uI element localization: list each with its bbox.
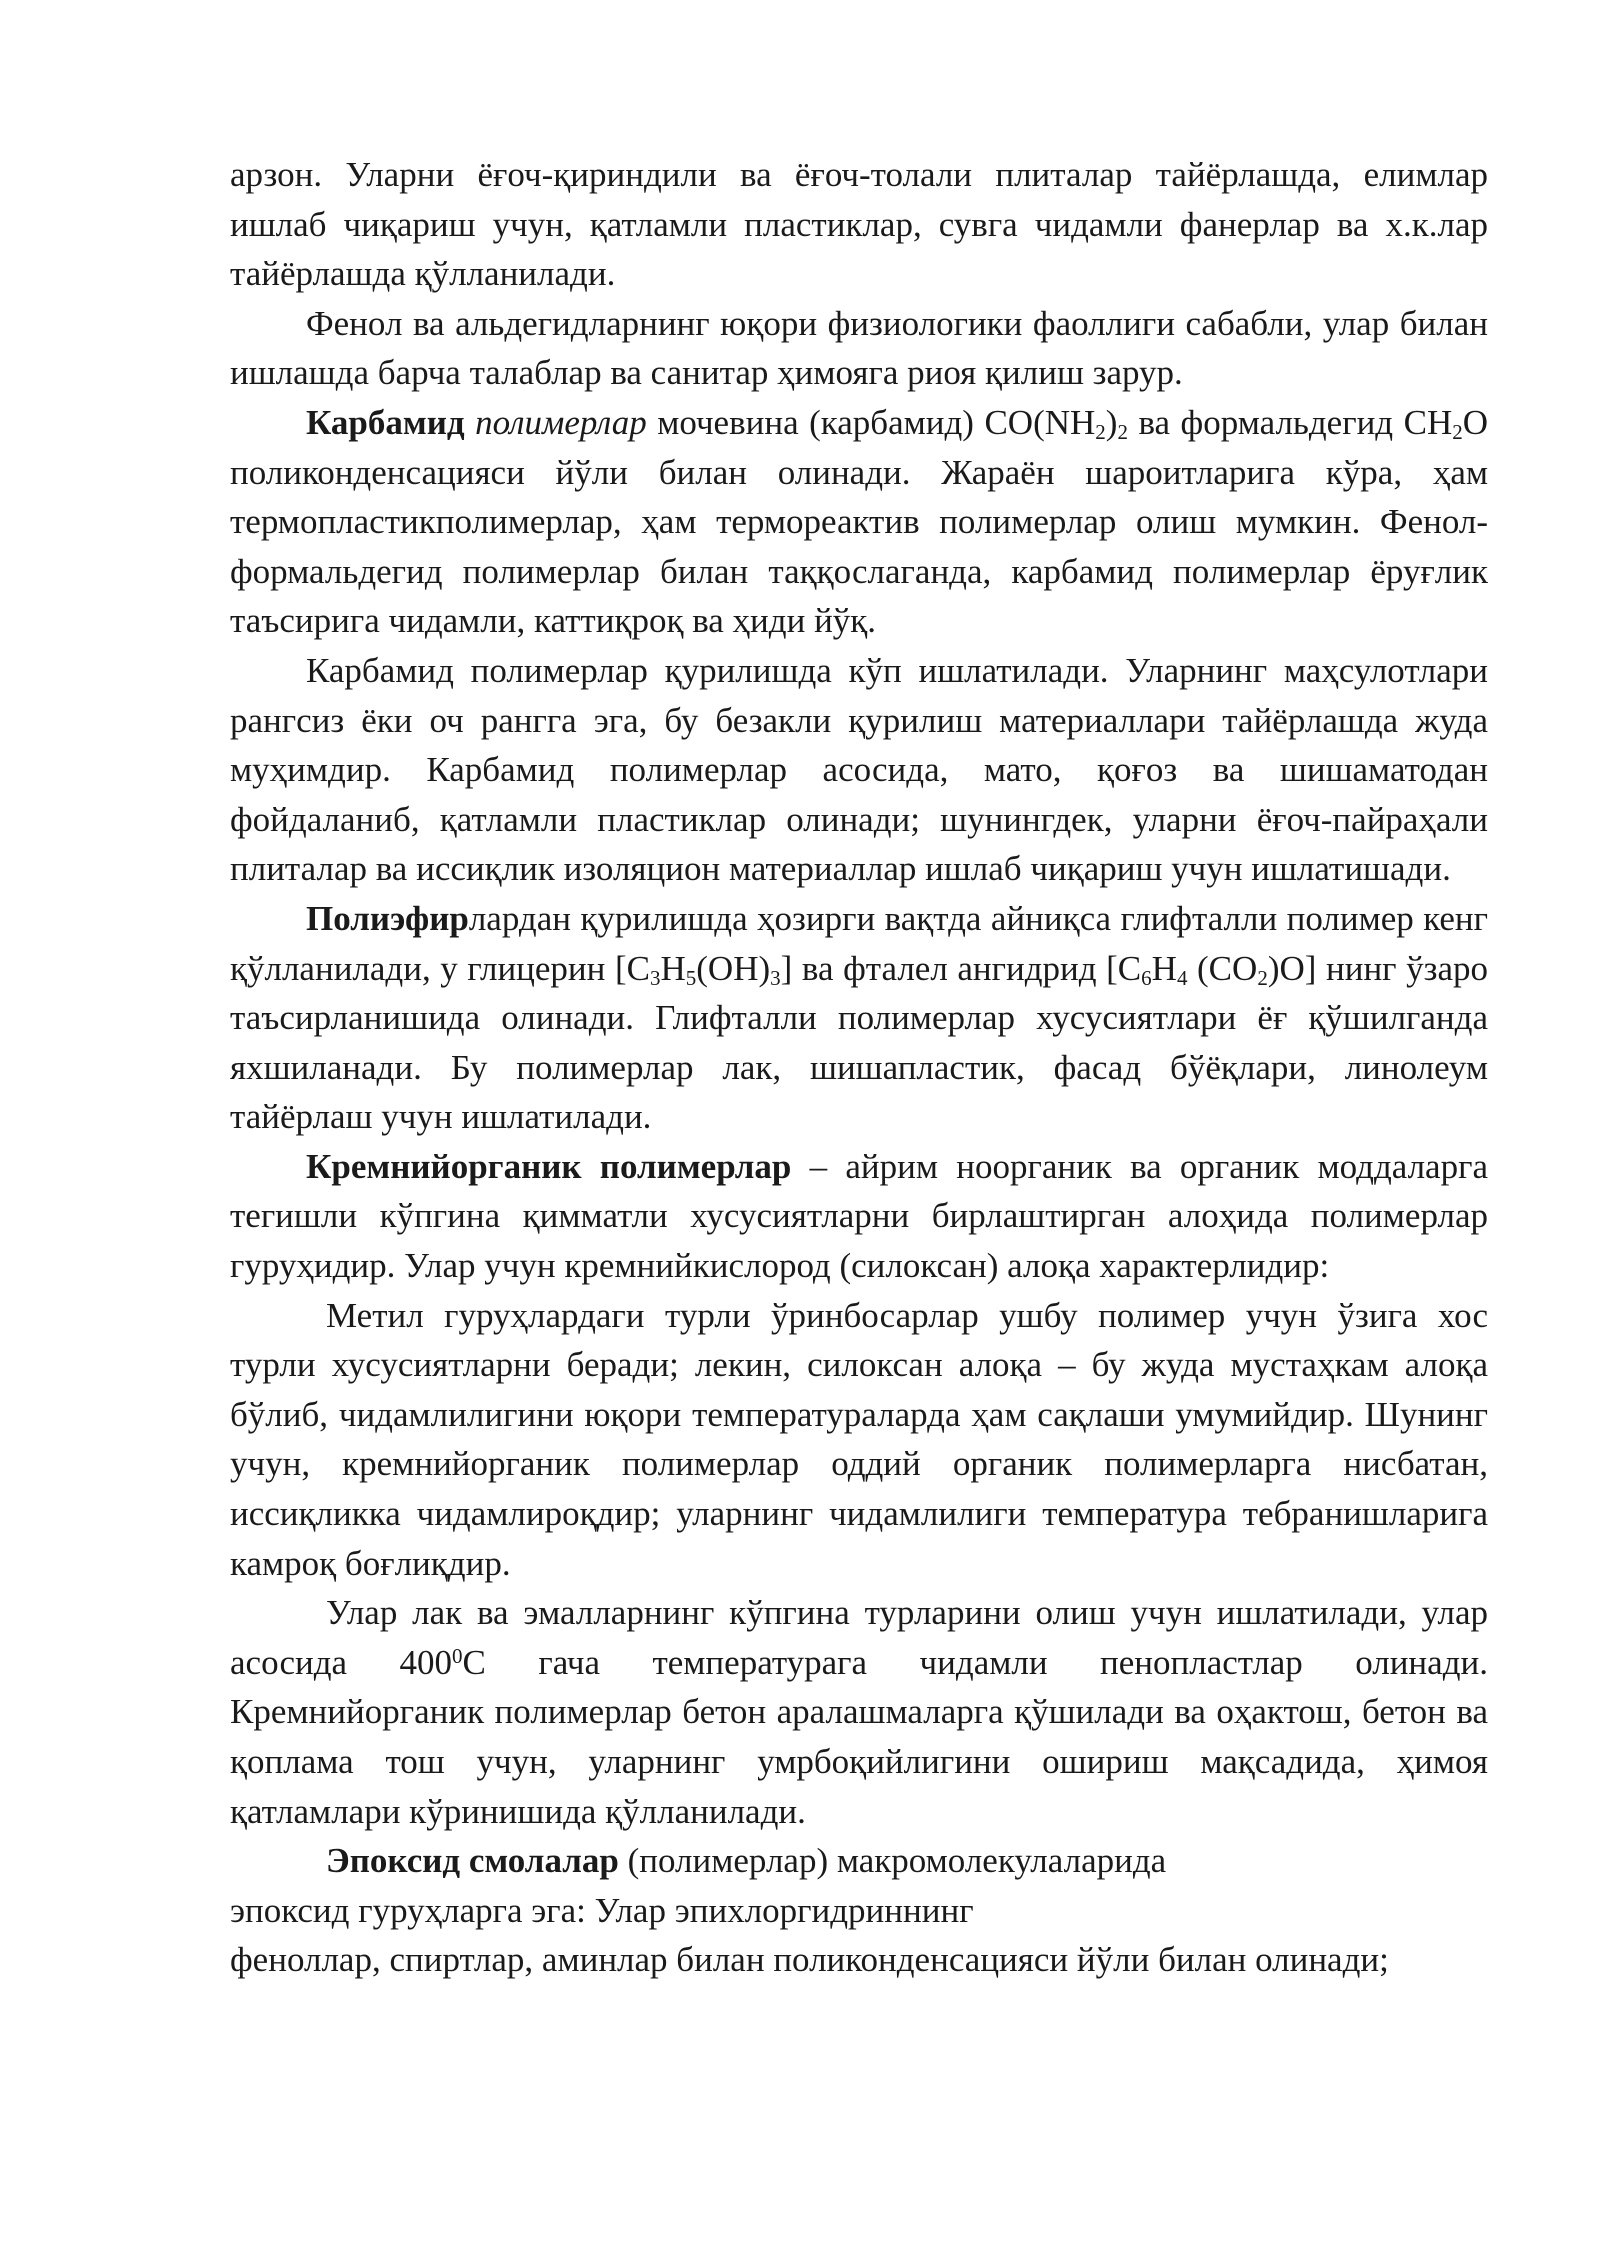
- term-carbamide: Карбамид: [306, 402, 465, 442]
- paragraph-4: Карбамид полимерлар қурилишда кўп ишлатилади. Уларнинг маҳсулотлари рангсиз ёки оч рангга эга, бу безакли қурилиш материаллари тайёрлашда жуда муҳимдир. Карбамид полимерлар асосида, мато, қоғоз ва шишаматодан фойдаланиб, қатламли пластиклар олинади; шунингдек, уларни ёғоч-пайраҳали плиталар ва иссиқлик изоляцион материаллар ишлаб чиқариш учун ишлатишади.: [230, 650, 1488, 889]
- paragraph-6: Кремнийорганик полимерлар – айрим ноорганик ва органик моддаларга тегишли кўпгина қимматли хусусиятларни бирлаштирган алоҳида полимерлар гуруҳидир. Улар учун кремнийкислород (силоксан) алоқа характерлидир:: [230, 1146, 1488, 1286]
- paragraph-8: Улар лак ва эмалларнинг кўпгина турларини олиш учун ишлатилади, улар асосида $400^0C$ гача температурага чидамли пенопластлар олинади. Кремнийорганик полимерлар бетон аралашмаларга қўшилади ва оҳактош, бетон ва қоплама тош учун, уларнинг умрбоқийлигини ошириш мақсадида, ҳимоя қатламлари кўринишида қўлланилади.: [230, 1593, 1488, 1831]
- paragraph-9-line-2: эпоксид гуруҳларга эга: Улар эпихлоргидриннинг: [230, 1890, 974, 1930]
- paragraph-9: Эпоксид смолалар (полимерлар) макромолекулаларида: [326, 1841, 1167, 1881]
- paragraph-7: Метил гуруҳлардаги турли ўринбосарлар ушбу полимер учун ўзига хос турли хусусиятларни беради; лекин, силоксан алоқа – бу жуда мустаҳкам алоқа бўлиб, чидамлилигини юқори температураларда ҳам сақлаши умумийдир. Шунинг учун, кремнийорганик полимерлар оддий органик полимерларга нисбатан, иссиқликка чидамлироқдир; уларнинг чидамлилиги температура тебранишларига камроқ боғлиқдир.: [230, 1295, 1488, 1583]
- term-epoxy: Эпоксид смолалар: [326, 1841, 619, 1881]
- paragraph-1: арзон. Уларни ёғоч-қириндили ва ёғоч-толали плиталар тайёрлашда, елимлар ишлаб чиқариш учун, қатламли пластиклар, сувга чидамли фанерлар ва х.к.лар тайёрлашда қўлланилади.: [230, 155, 1488, 294]
- paragraph-2: Фенол ва альдегидларнинг юқори физиологики фаоллиги сабабли, улар билан ишлашда барча талаблар ва санитар ҳимояга риоя қилиш зарур.: [230, 303, 1488, 393]
- paragraph-3: Карбамид полимерлар мочевина (карбамид) $CO(NH_2)_2$ ва формальдегид $CH_2O$ поликонденсацияси йўли билан олинади. Жараён шароитларига кўра, ҳам термопластикполимерлар, ҳам термореактив полимерлар олиш мумкин. Фенол-формальдегид полимерлар билан таққослаганда, карбамид полимерлар ёруғлик таъсирига чидамли, каттиқроқ ва ҳиди йўқ.: [230, 402, 1489, 641]
- term-polyester: Полиэфир: [306, 898, 469, 938]
- term-polymers: полимерлар: [475, 402, 647, 442]
- paragraph-9-line-3: феноллар, спиртлар, аминлар билан поликонденсацияси йўли билан олинади;: [230, 1940, 1389, 1980]
- document-page: [230, 150, 1488, 1985]
- term-organosilicon: Кремнийорганик полимерлар: [306, 1146, 792, 1186]
- paragraph-5: Полиэфирлардан қурилишда ҳозирги вақтда айниқса глифталли полимер кенг қўлланилади, у глицерин $[C_3H_5(OH)_3]$ ва фталел ангидрид [$C_6H_4$ $(CO_2)O$] нинг ўзаро таъсирланишида олинади. Глифталли полимерлар хусусиятлари ёғ қўшилганда яхшиланади. Бу полимерлар лак, шишапластик, фасад бўёқлари, линолеум тайёрлаш учун ишлатилади.: [230, 898, 1488, 1137]
